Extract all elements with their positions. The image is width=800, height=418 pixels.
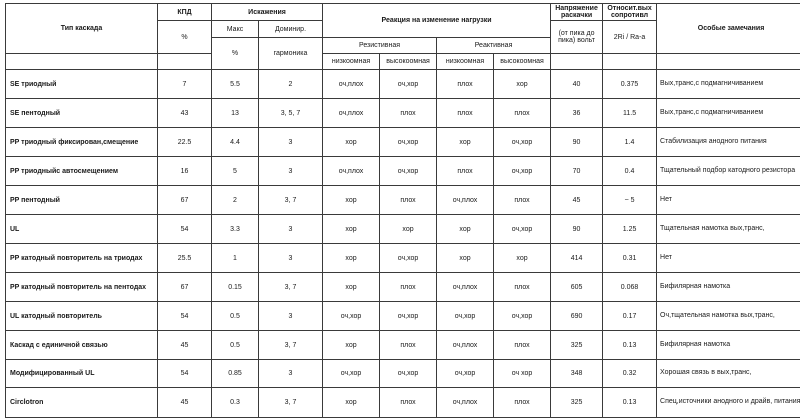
header-type: Тип каскада	[6, 4, 158, 54]
kpd-cell: 22.5	[158, 128, 212, 157]
drive-voltage-cell: 605	[551, 273, 603, 302]
reactive-low-cell: оч,хор	[437, 302, 494, 331]
max-distortion-cell: 4.4	[212, 128, 259, 157]
output-impedance-cell: 0.4	[603, 157, 657, 186]
reactive-high-cell: плох	[494, 388, 551, 418]
row-note: Вых,транс,с подмагничиванием	[657, 70, 800, 99]
kpd-cell: 16	[158, 157, 212, 186]
dominant-harmonic-cell: 3	[259, 215, 323, 244]
dominant-harmonic-cell: 3, 5, 7	[259, 99, 323, 128]
header-voltage-fill	[551, 54, 603, 70]
table-row	[6, 244, 800, 273]
row-note: Хорошая связь в вых,транс,	[657, 360, 800, 388]
reactive-high-cell: плох	[494, 99, 551, 128]
resistive-high-cell: плох	[380, 331, 437, 360]
drive-voltage-cell: 36	[551, 99, 603, 128]
row-name: UL катодный повторитель	[6, 302, 158, 331]
row-note: Нет	[657, 186, 800, 215]
row-note: Тщательный подбор катодного резистора	[657, 157, 800, 186]
drive-voltage-cell: 90	[551, 128, 603, 157]
kpd-cell: 45	[158, 331, 212, 360]
drive-voltage-cell: 348	[551, 360, 603, 388]
drive-voltage-cell: 325	[551, 331, 603, 360]
header-distortion: Искажения	[212, 4, 323, 21]
max-distortion-cell: 0.3	[212, 388, 259, 418]
row-name: Модифицированный UL	[6, 360, 158, 388]
output-impedance-cell: ~ 5	[603, 186, 657, 215]
resistive-high-cell: оч,хор	[380, 244, 437, 273]
resistive-low-cell: хор	[323, 128, 380, 157]
header-relres: Относит.вых сопротивл	[603, 4, 657, 21]
table-body	[6, 70, 800, 418]
header-resistive-high: высокоомная	[380, 54, 437, 70]
dominant-harmonic-cell: 3	[259, 157, 323, 186]
resistive-low-cell: хор	[323, 215, 380, 244]
table-row	[6, 360, 800, 388]
resistive-high-cell: плох	[380, 186, 437, 215]
header-kpd-fill	[158, 54, 212, 70]
output-impedance-cell: 1.4	[603, 128, 657, 157]
row-note: Вых,транс,с подмагничиванием	[657, 99, 800, 128]
kpd-cell: 54	[158, 302, 212, 331]
max-distortion-cell: 0.5	[212, 302, 259, 331]
header-resistive-low: низкоомная	[323, 54, 380, 70]
reactive-low-cell: хор	[437, 244, 494, 273]
max-distortion-cell: 3.3	[212, 215, 259, 244]
reactive-low-cell: оч,плох	[437, 273, 494, 302]
max-distortion-cell: 0.85	[212, 360, 259, 388]
output-impedance-cell: 0.32	[603, 360, 657, 388]
resistive-high-cell: плох	[380, 273, 437, 302]
reactive-low-cell: плох	[437, 157, 494, 186]
header-dist-dom: Доминир.	[259, 21, 323, 38]
header-kpd-unit: %	[158, 21, 212, 54]
resistive-low-cell: оч,хор	[323, 302, 380, 331]
row-note: Спец,источники анодного и драйв, питания	[657, 388, 800, 418]
dominant-harmonic-cell: 3, 7	[259, 331, 323, 360]
reactive-high-cell: оч,хор	[494, 157, 551, 186]
max-distortion-cell: 0.5	[212, 331, 259, 360]
header-relres-sub: 2Ri / Ra-a	[603, 21, 657, 54]
row-name: PP триодный фиксирован,смещение	[6, 128, 158, 157]
output-impedance-cell: 0.13	[603, 388, 657, 418]
resistive-low-cell: оч,плох	[323, 157, 380, 186]
row-name: SE триодный	[6, 70, 158, 99]
resistive-low-cell: оч,хор	[323, 360, 380, 388]
resistive-low-cell: оч,плох	[323, 70, 380, 99]
reactive-high-cell: оч,хор	[494, 128, 551, 157]
max-distortion-cell: 1	[212, 244, 259, 273]
table-row	[6, 302, 800, 331]
reactive-low-cell: хор	[437, 128, 494, 157]
header-reactive: Реактивная	[437, 38, 551, 54]
reactive-high-cell: плох	[494, 331, 551, 360]
reactive-low-cell: хор	[437, 215, 494, 244]
resistive-low-cell: оч,плох	[323, 99, 380, 128]
dominant-harmonic-cell: 3	[259, 128, 323, 157]
table-row	[6, 186, 800, 215]
table-row	[6, 388, 800, 418]
row-note: Оч,тщательная намотка вых,транс,	[657, 302, 800, 331]
reactive-high-cell: оч хор	[494, 360, 551, 388]
resistive-high-cell: плох	[380, 388, 437, 418]
dominant-harmonic-cell: 3, 7	[259, 273, 323, 302]
output-impedance-cell: 11.5	[603, 99, 657, 128]
max-distortion-cell: 5.5	[212, 70, 259, 99]
header-voltage: Напряжение раскачки	[551, 4, 603, 21]
row-note: Бифилярная намотка	[657, 331, 800, 360]
resistive-high-cell: оч,хор	[380, 360, 437, 388]
header-reactive-low: низкоомная	[437, 54, 494, 70]
max-distortion-cell: 2	[212, 186, 259, 215]
table-row	[6, 215, 800, 244]
output-impedance-cell: 0.068	[603, 273, 657, 302]
kpd-cell: 43	[158, 99, 212, 128]
output-impedance-cell: 0.13	[603, 331, 657, 360]
row-name: PP катодный повторитель на пентодах	[6, 273, 158, 302]
kpd-cell: 67	[158, 273, 212, 302]
header-reaction: Реакция на изменение нагрузки	[323, 4, 551, 38]
table-row	[6, 99, 800, 128]
drive-voltage-cell: 414	[551, 244, 603, 273]
row-name: PP пентодный	[6, 186, 158, 215]
cascade-comparison-table	[5, 3, 800, 418]
dominant-harmonic-cell: 3	[259, 244, 323, 273]
row-note: Стабилизация анодного питания	[657, 128, 800, 157]
header-dist-max-unit: %	[212, 38, 259, 70]
drive-voltage-cell: 70	[551, 157, 603, 186]
kpd-cell: 54	[158, 360, 212, 388]
reactive-high-cell: плох	[494, 273, 551, 302]
drive-voltage-cell: 325	[551, 388, 603, 418]
dominant-harmonic-cell: 3	[259, 360, 323, 388]
resistive-high-cell: оч,хор	[380, 157, 437, 186]
header-resistive: Резистивная	[323, 38, 437, 54]
row-name: PP триодныйс автосмещением	[6, 157, 158, 186]
row-name: Circlotron	[6, 388, 158, 418]
reactive-low-cell: оч,плох	[437, 186, 494, 215]
kpd-cell: 54	[158, 215, 212, 244]
header-notes: Особые замечания	[657, 4, 800, 54]
header-voltage-sub: (от пика до пика) вольт	[551, 21, 603, 54]
reactive-low-cell: плох	[437, 99, 494, 128]
row-name: Каскад с единичной связью	[6, 331, 158, 360]
resistive-low-cell: хор	[323, 186, 380, 215]
output-impedance-cell: 0.17	[603, 302, 657, 331]
resistive-high-cell: плох	[380, 99, 437, 128]
resistive-low-cell: хор	[323, 388, 380, 418]
resistive-low-cell: хор	[323, 331, 380, 360]
output-impedance-cell: 0.31	[603, 244, 657, 273]
table-row	[6, 70, 800, 99]
row-name: PP катодный повторитель на триодах	[6, 244, 158, 273]
header-dist-max: Макс	[212, 21, 259, 38]
table-row	[6, 128, 800, 157]
drive-voltage-cell: 690	[551, 302, 603, 331]
reactive-high-cell: хор	[494, 244, 551, 273]
dominant-harmonic-cell: 3, 7	[259, 186, 323, 215]
max-distortion-cell: 5	[212, 157, 259, 186]
resistive-high-cell: оч,хор	[380, 128, 437, 157]
dominant-harmonic-cell: 2	[259, 70, 323, 99]
resistive-low-cell: хор	[323, 273, 380, 302]
kpd-cell: 45	[158, 388, 212, 418]
resistive-high-cell: оч,хор	[380, 70, 437, 99]
row-name: UL	[6, 215, 158, 244]
max-distortion-cell: 13	[212, 99, 259, 128]
resistive-low-cell: хор	[323, 244, 380, 273]
header-reactive-high: высокоомная	[494, 54, 551, 70]
row-name: SE пентодный	[6, 99, 158, 128]
header-notes-fill	[657, 54, 800, 70]
table-row	[6, 331, 800, 360]
drive-voltage-cell: 40	[551, 70, 603, 99]
header-relres-fill	[603, 54, 657, 70]
reactive-high-cell: оч,хор	[494, 302, 551, 331]
row-note: Тщательная намотка вых,транс,	[657, 215, 800, 244]
table-row	[6, 273, 800, 302]
kpd-cell: 7	[158, 70, 212, 99]
header-dist-dom-sub: гармоника	[259, 38, 323, 70]
output-impedance-cell: 1.25	[603, 215, 657, 244]
kpd-cell: 25.5	[158, 244, 212, 273]
row-note: Бифилярная намотка	[657, 273, 800, 302]
drive-voltage-cell: 90	[551, 215, 603, 244]
reactive-low-cell: оч,хор	[437, 360, 494, 388]
output-impedance-cell: 0.375	[603, 70, 657, 99]
reactive-high-cell: оч,хор	[494, 215, 551, 244]
reactive-low-cell: плох	[437, 70, 494, 99]
resistive-high-cell: хор	[380, 215, 437, 244]
reactive-low-cell: оч,плох	[437, 388, 494, 418]
dominant-harmonic-cell: 3, 7	[259, 388, 323, 418]
header-kpd: КПД	[158, 4, 212, 21]
dominant-harmonic-cell: 3	[259, 302, 323, 331]
max-distortion-cell: 0.15	[212, 273, 259, 302]
reactive-low-cell: оч,плох	[437, 331, 494, 360]
resistive-high-cell: оч,хор	[380, 302, 437, 331]
reactive-high-cell: хор	[494, 70, 551, 99]
kpd-cell: 67	[158, 186, 212, 215]
table-row	[6, 157, 800, 186]
header-type-fill	[6, 54, 158, 70]
reactive-high-cell: плох	[494, 186, 551, 215]
row-note: Нет	[657, 244, 800, 273]
drive-voltage-cell: 45	[551, 186, 603, 215]
